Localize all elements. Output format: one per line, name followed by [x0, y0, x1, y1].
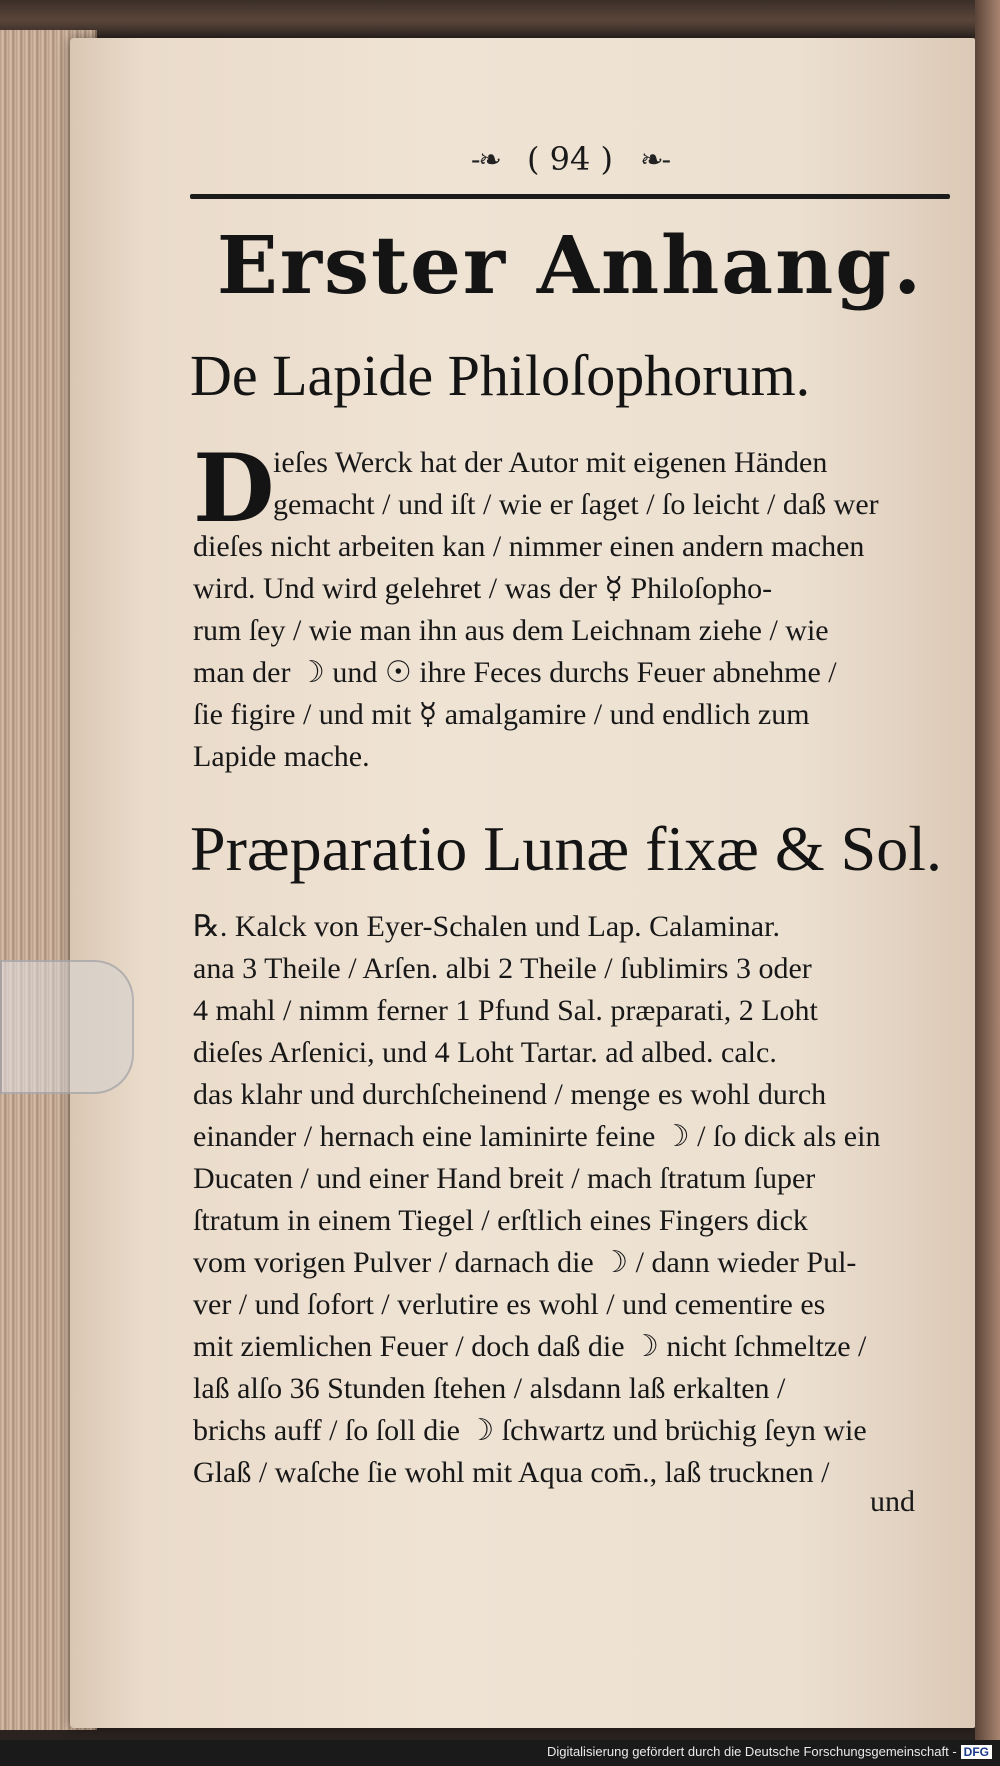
- text-line: ana 3 Theile / Arſen. albi 2 Theile / ſublimirs 3 oder: [193, 952, 812, 985]
- text-line: Lapide mache.: [193, 740, 370, 773]
- page-number: ( 94 ): [526, 140, 614, 178]
- text-line: gemacht / und iſt / wie er ſaget / ſo leicht / daß wer: [273, 488, 879, 521]
- page-holder-clip: [0, 960, 134, 1094]
- drop-capital: D: [193, 434, 275, 544]
- text-line: das klahr und durchſcheinend / menge es wohl durch: [193, 1078, 827, 1111]
- text-line: einander / hernach eine laminirte feine ☽ / ſo dick als ein: [193, 1120, 881, 1153]
- text-line: ver / und ſofort / verlutire es wohl / und cementire es: [193, 1288, 826, 1321]
- text-line: ſie figire / und mit ☿ amalgamire / und endlich zum: [193, 698, 810, 731]
- text-line: ieſes Werck hat der Autor mit eigenen Händen: [273, 446, 828, 479]
- section2-title: Præparatio Lunæ fixæ & Sol.: [190, 813, 942, 884]
- text-line: wird. Und wird gelehret / was der ☿ Philoſopho-: [193, 572, 773, 605]
- footer-credit: [547, 1744, 992, 1759]
- footer-credit-text: Digitalisierung gefördert durch die Deutsche Forschungsgemeinschaft -: [546, 1744, 957, 1759]
- ornament-left-icon: -❧: [470, 142, 500, 176]
- text-line: mit ziemlichen Feuer / doch daß die ☽ nicht ſchmeltze /: [193, 1330, 867, 1363]
- footer-bar: [0, 1740, 1000, 1766]
- header-rule: [190, 194, 950, 199]
- text-line: Ducaten / und einer Hand breit / mach ſtratum ſuper: [193, 1162, 816, 1195]
- text-line: laß alſo 36 Stunden ſtehen / alsdann laß erkalten /: [193, 1372, 786, 1405]
- text-line: brichs auff / ſo ſoll die ☽ ſchwartz und brüchig ſeyn wie: [193, 1414, 867, 1447]
- text-line: ſtratum in einem Tiegel / erſtlich eines Fingers dick: [193, 1204, 808, 1237]
- text-line: rum ſey / wie man ihn aus dem Leichnam ziehe / wie: [193, 614, 829, 647]
- book-cover-edge: [975, 0, 1000, 1740]
- title-sub: De Lapide Philoſophorum.: [190, 343, 811, 408]
- text-line: man der ☽ und ☉ ihre Feces durchs Feuer abnehme /: [193, 656, 837, 689]
- text-line: vom vorigen Pulver / darnach die ☽ / dann wieder Pul-: [193, 1246, 857, 1279]
- text-line: 4 mahl / nimm ferner 1 Pfund Sal. præparati, 2 Loht: [193, 994, 818, 1027]
- section2-text: [193, 906, 963, 1494]
- title-main: Erster Anhang.: [216, 218, 924, 312]
- text-line: dieſes nicht arbeiten kan / nimmer einen andern machen: [193, 530, 865, 563]
- text-line: ℞. Kalck von Eyer-Schalen und Lap. Calaminar.: [193, 910, 780, 943]
- ornament-right-icon: ❧-: [640, 142, 670, 176]
- text-line: dieſes Arſenici, und 4 Loht Tartar. ad albed. calc.: [193, 1036, 777, 1069]
- section1-text: [193, 434, 963, 778]
- catchword: und: [870, 1485, 915, 1518]
- page-header: [190, 140, 950, 184]
- dfg-logo-icon: DFG: [961, 1745, 992, 1759]
- text-line: Glaß / waſche ſie wohl mit Aqua com̄., laß trucknen /: [193, 1456, 830, 1489]
